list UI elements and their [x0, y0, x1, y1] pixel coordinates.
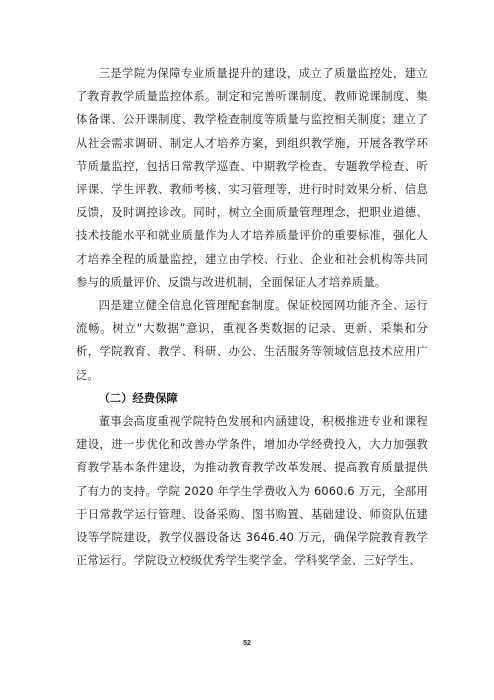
- page-content: [76, 62, 428, 572]
- paragraph-quality-monitoring: 三是学院为保障专业质量提升的建设，成立了质量监控处，建立了教育教学质量监控体系。制定和完善听课制度、教师说课制度、集体备课、公开课制度、教学检查制度等质量与监控相关制度；建立了从社会需求调研、制定人才培养方案，到组织教学施，开展各教学环节质量监控，包括日常教学巡查、中期教学检查、专题教学检查、听评课、学生评教、教师考核、实习管理等，进行时时效果分析、信息反馈，及时调控诊改。同时，树立全面质量管理理念，把职业道德、技术技能水平和就业质量作为人才培养质量评价的重要标准，强化人才培养全程的质量监控，建立由学校、行业、企业和社会机构等共同参与的质量评价、反馈与改进机制，全面保证人才培养质量。: [76, 67, 428, 289]
- paragraph-funding: 董事会高度重视学院特色发展和内涵建设，积极推进专业和课程建设，进一步优化和改善办学条件，增加办学经费投入，大力加强教育教学基本条件建设，为推动教育教学改革发展、提高教育质量提供了有力的支持。学院 2020 年学生学费收入为 6060.6 万元，全部用于日常教学运行管理、设备采购、图书购置、基础建设、师资队伍建设等学院建设，教学仪器设备达 3646.40 万元，确保学院教育教学正常运行。学院设立校级优秀学生奖学金、学科奖学金、三好学生、: [76, 415, 428, 568]
- paragraph-information-management: 四是建立健全信息化管理配套制度。保证校园网功能齐全、运行流畅。树立“大数据”意识，重视各类数据的记录、更新、采集和分析，学院教育、教学、科研、办公、生活服务等领域信息技术应用广泛。: [76, 299, 428, 382]
- page-number: 52: [243, 640, 251, 647]
- section-heading-funding: （二）经费保障: [98, 391, 178, 405]
